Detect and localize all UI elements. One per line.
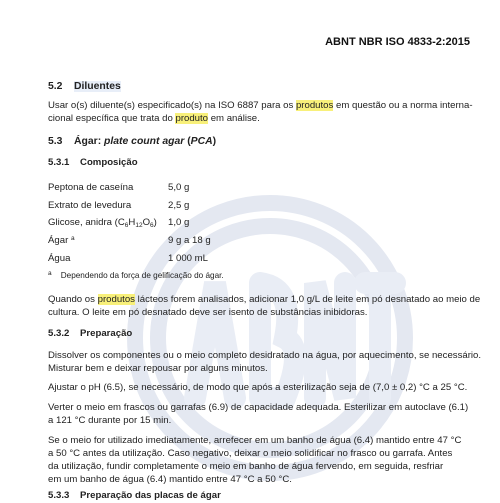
paragraph-line: Misturar bem e deixar repousar por alguns minutos. [48, 363, 268, 374]
ingredient-value: 9 g a 18 g [168, 235, 211, 246]
paragraph-line: cultura. O leite em pó desnatado deve ser isento de substâncias inibidoras. [48, 307, 368, 318]
text: lácteos forem analisados, adicionar 1,0 g/L de leite em pó desnatado ao meio de [137, 294, 481, 305]
subscript: 6 [124, 222, 129, 229]
section-5-3-2-heading [48, 326, 132, 341]
footnote-marker: a [48, 270, 52, 277]
paragraph-line: Se o meio for utilizado imediatamente, arrefecer em um banho de água (6.4) mantido entre 47 °C [48, 435, 462, 446]
section-title: Composição [80, 157, 138, 168]
paragraph-line: da utilização, fundir completamente o meio em banho de água fervendo, em seguida, resfriar [48, 461, 444, 472]
section-title: Ágar: [74, 136, 102, 147]
paragraph-line: Verter o meio em frascos ou garrafas (6.9) de capacidade adequada. Esterilizar em autoclave (6.1) [48, 402, 469, 413]
abbreviation: PCA [190, 136, 213, 147]
text: Usar o(s) diluente(s) especificado(s) na ISO 6887 para os [48, 100, 294, 111]
paragraph-line: a 50 °C antes da utilização. Caso negativo, deixar o meio solidificar no frasco ou garrafa. Antes [48, 448, 453, 459]
section-5-3-3-heading [48, 488, 221, 503]
footnote [48, 270, 224, 280]
paragraph-line [48, 111, 260, 126]
paragraph-line: Dissolver os componentes ou o meio completo desidratado na água, por aquecimento, se necessário. [48, 350, 482, 361]
section-number: 5.3 [48, 136, 63, 147]
text: O [142, 217, 151, 228]
paren: ) [212, 136, 217, 147]
document-header: ABNT NBR ISO 4833-2:2015 [325, 36, 470, 48]
highlighted-word: produtos [97, 294, 135, 305]
ingredient-name [48, 235, 75, 246]
section-5-3-heading [48, 134, 216, 149]
text: Glicose, anidra (C [48, 217, 125, 228]
paren: ( [187, 136, 191, 147]
section-5-2-heading [48, 79, 121, 94]
paragraph-line: a 121 °C durante por 15 min. [48, 415, 172, 426]
text: ) [153, 217, 157, 228]
text: em questão ou a norma interna- [335, 100, 473, 111]
section-title: Preparação [80, 328, 133, 339]
section-title: Diluentes [74, 81, 121, 92]
ingredient-name: Extrato de levedura [48, 200, 132, 211]
highlighted-word: produto [175, 113, 209, 124]
text: cional específica que trata do [48, 113, 173, 124]
ingredient-value: 5,0 g [168, 182, 190, 193]
text: Ágar [48, 235, 69, 246]
paragraph-line: Ajustar o pH (6.5), se necessário, de modo que após a esterilização seja de (7,0 ± 0,2) °C a 25 °C. [48, 382, 468, 393]
ingredient-value: 1 000 mL [168, 253, 209, 264]
text: em análise. [210, 113, 260, 124]
section-5-3-1-heading [48, 155, 138, 170]
footnote-text: Dependendo da força de gelificação do ágar. [60, 271, 224, 280]
section-number: 5.3.1 [48, 157, 70, 168]
text: Quando os [48, 294, 95, 305]
paragraph-line: em um banho de água (6.4) mantido entre 47 °C a 50 °C. [48, 474, 292, 485]
section-number: 5.3.3 [48, 490, 70, 501]
section-title-italic: plate count agar [104, 136, 185, 147]
subscript: 12 [135, 222, 143, 229]
ingredient-name [48, 217, 157, 229]
ingredient-value: 2,5 g [168, 200, 190, 211]
text: H [128, 217, 136, 228]
ingredient-name: Água [48, 253, 71, 264]
highlighted-word: produtos [295, 100, 334, 111]
section-title: Preparação das placas de ágar [80, 490, 221, 501]
subscript: 6 [150, 222, 154, 229]
ingredient-name: Peptona de caseína [48, 182, 134, 193]
ingredient-value: 1,0 g [168, 217, 190, 228]
section-number: 5.3.2 [48, 328, 70, 339]
footnote-marker: a [70, 235, 75, 242]
section-number: 5.2 [48, 81, 63, 92]
